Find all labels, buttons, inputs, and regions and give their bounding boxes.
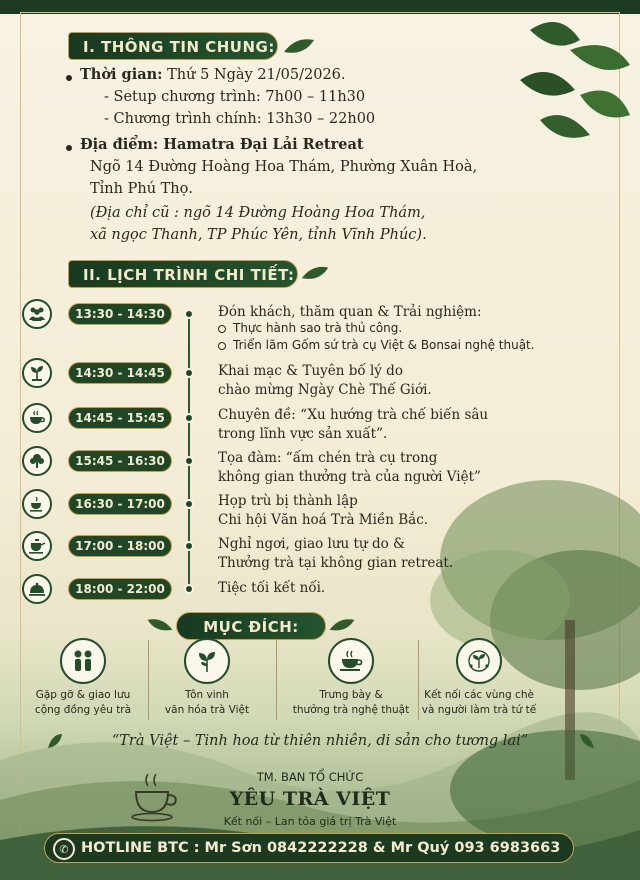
section-title-general-info: I. THÔNG TIN CHUNG: [68, 32, 278, 60]
goal-text [18, 688, 148, 718]
venue-label: Địa điểm: [80, 136, 159, 153]
hotline-bar [44, 833, 574, 863]
old-address-line-2: xã ngọc Thanh, TP Phúc Yên, tỉnh Vĩnh Phúc). [90, 227, 427, 243]
goal-line: thưởng trà nghệ thuật [292, 704, 410, 716]
time-pill: 14:30 - 14:45 [68, 362, 172, 384]
time-pill: 17:00 - 18:00 [68, 535, 172, 557]
goal-line: văn hóa trà Việt [164, 704, 250, 716]
section-title-schedule: II. LỊCH TRÌNH CHI TIẾT: [68, 260, 298, 288]
slogan-quote: “Trà Việt – Tinh hoa từ thiên nhiên, di sản cho tương lai” [111, 733, 529, 749]
main-time: - Chương trình chính: 13h30 – 22h00 [104, 111, 376, 127]
leaf-icon [328, 614, 356, 634]
venue-value: Hamatra Đại Lải Retreat [163, 136, 364, 153]
cloche-icon [22, 574, 52, 604]
goal-text [414, 688, 544, 718]
timeline-dot [184, 413, 194, 423]
goal-line: và người làm trà tứ tế [421, 704, 537, 716]
schedule-subitem [218, 321, 402, 335]
time-line [80, 66, 346, 83]
subitem-text: Thực hành sao trà thủ công. [233, 321, 403, 335]
schedule-text: không gian thưởng trà của người Việt” [218, 469, 481, 485]
goal-line: Tôn vinh [185, 689, 229, 701]
address-line-2: Tỉnh Phú Thọ. [90, 181, 193, 197]
leaf-icon [300, 262, 330, 282]
time-label: Thời gian: [80, 66, 163, 83]
schedule-text: Tiệc tối kết nối. [218, 580, 326, 596]
address-line-1: Ngõ 14 Đường Hoàng Hoa Thám, Phường Xuân Hoà, [90, 159, 478, 175]
goal-line: cộng đồng yêu trà [34, 704, 132, 716]
leaf-icon [578, 732, 596, 750]
goal-text [142, 688, 272, 718]
timeline-dot [184, 541, 194, 551]
subitem-text: Triển lãm Gốm sứ trà cụ Việt & Bonsai nghệ thuật. [233, 338, 535, 352]
time-value: Thứ 5 Ngày 21/05/2026. [167, 67, 346, 83]
bullet-dot [66, 145, 72, 151]
people-icon [60, 638, 106, 684]
schedule-text: Chi hội Văn hoá Trà Miền Bắc. [218, 512, 429, 528]
schedule-text: Họp trù bị thành lập [218, 493, 358, 509]
timeline-dot [184, 309, 194, 319]
schedule-subitem [218, 338, 535, 352]
organizer-label: TM. BAN TỔ CHỨC [256, 770, 364, 784]
setup-time: - Setup chương trình: 7h00 – 11h30 [104, 89, 366, 105]
schedule-text: Nghỉ ngơi, giao lưu tự do & [218, 536, 406, 552]
timeline-dot [184, 499, 194, 509]
timeline-dot [184, 456, 194, 466]
teacup-icon [328, 638, 374, 684]
goal-line: Trưng bày & [319, 689, 383, 701]
circle-bullet-icon [218, 325, 226, 333]
tea-leaves-decoration [500, 10, 640, 150]
time-pill: 13:30 - 14:30 [68, 303, 172, 325]
schedule-text: chào mừng Ngày Chè Thế Giới. [218, 382, 432, 398]
bullet-dot [66, 75, 72, 81]
leaf-icon [146, 614, 174, 634]
teacup-icon [22, 403, 52, 433]
tree-icon [22, 446, 52, 476]
hotline-text: HOTLINE BTC : Mr Sơn 0842222228 & Mr Quý 093 6983663 [81, 840, 561, 856]
network-leaf-icon [456, 638, 502, 684]
circle-bullet-icon [218, 342, 226, 350]
time-pill: 16:30 - 17:00 [68, 493, 172, 515]
goal-line: Kết nối các vùng chè [424, 689, 534, 701]
schedule-text: Thưởng trà tại không gian retreat. [218, 555, 454, 571]
timeline-dot [184, 368, 194, 378]
goal-text [286, 688, 416, 718]
time-pill: 14:45 - 15:45 [68, 407, 172, 429]
tea-leaf-icon [184, 638, 230, 684]
schedule-text: Khai mạc & Tuyên bố lý do [218, 363, 403, 379]
timeline-dot [184, 584, 194, 594]
phone-icon: ✆ [53, 838, 75, 860]
venue-line [80, 136, 364, 153]
cup-icon [22, 489, 52, 519]
group-icon [22, 299, 52, 329]
time-pill: 15:45 - 16:30 [68, 450, 172, 472]
divider [276, 640, 277, 720]
old-address-line-1: (Địa chỉ cũ : ngõ 14 Đường Hoàng Hoa Thám, [90, 205, 426, 221]
time-pill: 18:00 - 22:00 [68, 578, 172, 600]
teapot-icon [22, 531, 52, 561]
schedule-text: Chuyên đề: “Xu hướng trà chế biến sâu [218, 407, 489, 423]
section-title-purpose: MỤC ĐÍCH: [176, 612, 326, 640]
schedule-text: Tọa đàm: “ấm chén trà cụ trong [218, 450, 438, 466]
organizer-name: YÊU TRÀ VIỆT [229, 788, 391, 810]
schedule-text: trong lĩnh vực sản xuất”. [218, 426, 388, 442]
teacup-logo-icon [130, 772, 180, 824]
schedule-text: Đón khách, thăm quan & Trải nghiệm: [218, 304, 482, 320]
sprout-icon [22, 358, 52, 388]
organizer-tagline: Kết nối – Lan tỏa giá trị Trà Việt [223, 815, 397, 828]
goal-line: Gặp gỡ & giao lưu [35, 689, 131, 701]
leaf-icon [282, 34, 316, 56]
